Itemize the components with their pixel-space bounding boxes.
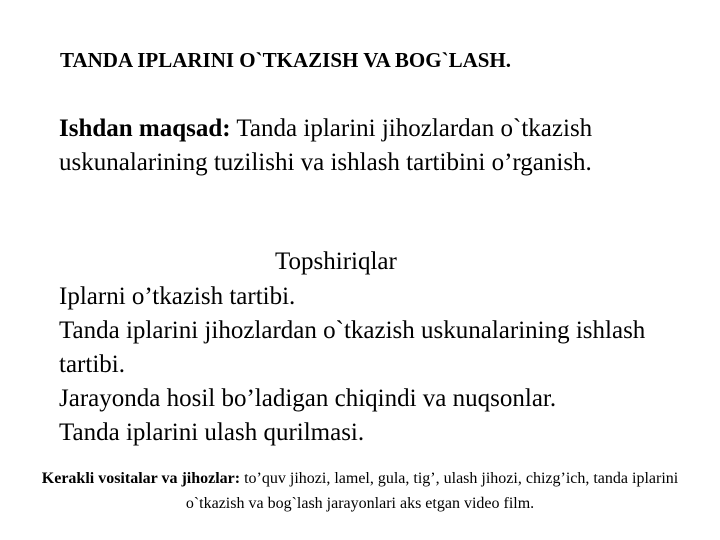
tools-paragraph [28,466,692,516]
purpose-label: Ishdan maqsad: [59,115,231,142]
tools-text: to’quv jihozi, lamel, gula, tig’, ulash jihozi, chizg’ich, tanda iplarini o`tkazish va bog`lash jarayonlari aks etgan video film. [185,470,679,512]
purpose-text: Tanda iplarini jihozlardan o`tkazish uskunalarining tuzilishi va ishlash tartibini o’rganish. [59,115,593,176]
task-item: Tanda iplarini ulash qurilmasi. [59,419,365,446]
tasks-list [59,280,679,450]
purpose-paragraph [59,112,659,180]
tools-label: Kerakli vositalar va jihozlar: [41,470,241,487]
page-title: TANDA IPLARINI O`TKAZISH VA BOG`LASH. [60,48,512,72]
task-item: Iplarni o’tkazish tartibi. [59,283,296,310]
task-item: Tanda iplarini jihozlardan o`tkazish uskunalarining ishlash tartibi. [59,317,646,378]
tasks-heading: Topshiriqlar [275,248,397,275]
task-item: Jarayonda hosil bo’ladigan chiqindi va nuqsonlar. [59,385,557,412]
